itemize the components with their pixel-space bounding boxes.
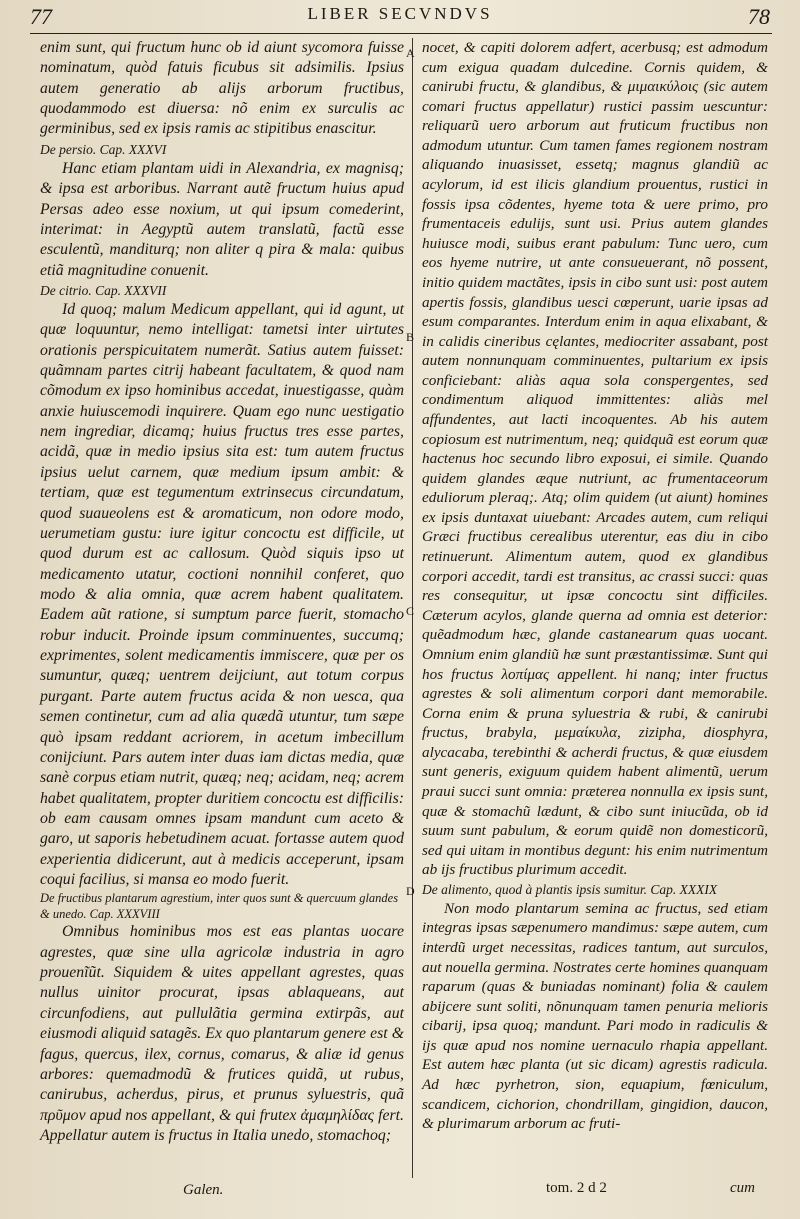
right-column [422,38,768,1134]
margin-gutter [404,38,420,1198]
left-paragraph-3: Id quoq; malum Medicum appellant, qui id agunt, ut quæ loquuntur, nemo intelligat: tametsi inter uirtutes orationis perspicuitatem numerãt. Satius autem fuisset: quãmnam partes citrij habeant facultatem, & quod nam cõmodum ex ipso hominibus accedat, inuestigasse, quàm anxie huiuscemodi inquirere. Quam ego nunc uestigatio nem ingrediar, dicamq; huius fructus tres esse partes, acidã, quæ in medio ipsius sita est: tum autem fructus ipsius uelut carnem, quæ medium ipsum ambit: & tertiam, quæ est tegumentum extrinsecus circundatum, quod suaueolens est & aromaticum, non odore modo, uerumetiam gustu: iure igitur concoctu est difficile, ut quod durum est ac callosum. Quòd siquis ipso ut medicamento utatur, coctioni nonnihil conferet, quo modo & alia omnia, quæ acrem habent qualitatem. Eadem aũt ratione, si sumptum parce fuerit, stomacho robur inducit. Proinde ipsum comminuentes, succumq; exprimentes, solent medicamentis immiscere, quæ per os sumuntur, quæq; uentrem deijciunt, aut totum corpus purgant. Parte autem fructus acida & non uesca, qua semen continetur, cum ad alia quædã utuntur, tum sæpe quò ipsam reddant acriorem, in acetum imbecillum conijciunt. Pars autem inter duas iam dictas media, quæ sanè corpus etiam nutrit, quæq; neq; acidam, neq; acrem habet qualitatem, propter duritiem concoctu est difficilis: ob eam causam omnes ipsam mandunt cum aceto & garo, ut saporis hebetudinem acuat. fortasse autem quod experientia didicerunt, aut à medicis acceperunt, ipsam coqui facilius, si mansa eo modo fuerit. [40,300,404,889]
running-title: LIBER SECVNDVS [307,4,493,23]
left-column [40,38,404,1146]
catchword-left: Galen. [183,1182,224,1198]
chapter-heading-36: De persio. Cap. XXXVI [40,141,167,157]
right-paragraph-2: Non modo plantarum semina ac fructus, sed etiam integras ipsas sæpenumero mandimus: sæpe autem, cum interdũ urget necessitas, radices tantum, aut surculos, aut nouella germina. Nostrates certe homines quanquam raparum (quas & buniadas nominant) folia & caulem abijcere sunt soliti, nõnunquam tamen penuria melioris cibarij, ipsa quoq; mandunt. Pari modo in radiculis & ijs quæ apud nos nomine uernaculo rhapia appellant. Est autem hæc planta (ut sic dicam) agrestis radicula. Ad hæc pyrhetron, sion, equapium, fœniculum, scandicem, cichorion, chondrillam, gingidion, daucon, & plurimarum arborum ac fruti- [422,899,768,1133]
right-paragraph-1: nocet, & capiti dolorem adfert, acerbusq; est admodum cum exigua quadam dulcedine. Cornis quidem, & canirubi fructu, & glandibus, & μιμαικύλοις (sic autem comari fructus appellatur) rustici passim uescuntur: reliquarũ uero arborum aut fruticum fructibus non admodum utuntur. Cum tamen fames regionem nostram aliquando inuasisset, essetq; magnus glandiũ ac acylorum, id est ilicis glandium prouentus, rustici in fossis ipsa cõdentes, hyeme tota & uere primo, pro frumentaceis edulijs, sunt usi. Prius autem glandes huiusce modi, suibus erant pabulum: Tunc uero, cum eos hyeme nutrire, ut ante consueuerant, nõ possent, initio quidem mactãtes, ipsis in cibo sunt usi: post autem apertis fossis, glandibus uesci cœperunt, uarie ipsas ad esum comparantes. Interdum enim in aqua elixabant, & in calidis cineribus cęlantes, mediocriter assabant, post autem nonnunquam comminuentes, pultarium ex ipsis conficiebant: aliàs aqua sola conspergentes, sed condimentum aliquod immittentes: aliàs mel affundentes, aut lacti incoquentes. Ab his autem copiosum est nutrimentum, neq; quidquã est eorum quæ hactenus hoc secundo libro exposui, ei simile. Quando quidem glandes æque nutriunt, ac frumentaceorum eduliorum pleraq;. Atq; olim quidem (ut aiunt) homines ex ipsis duntaxat uiuebant: Arcades autem, cum reliqui Græci fructibus cerealibus uterentur, eas diu in cibo retinuerunt. Alimentum autem, quod ex glandibus corpori accedit, tardi est transitus, ac crassi succi: quas res consequitur, ut ipsæ concoctu sint difficiles. Cæterum acylos, glande querna ad omnia est deterior: quẽadmodum hæc, glande castanearum quas uocant. Omnium enim glandiũ hæ sunt præstantissimæ. Sunt qui hos fructus λοπίμας appellent. hi nanq; inter fructus agrestes & soli alimentum corpori dant memorabile. Corna enim & pruna syluestria & rubi, & canirubi fructus, brabyla, μεμαίκυλα, zizipha, diosphyra, alycacaba, terebinthi & acherdi fructus, & quæ eiusdem sunt generis, exiguum quidem habent alimentũ, uerum praui succi sunt omnia: præterea nonnulla ex ipsis sunt, quæ & stomachũ lædunt, & cibo sunt iniucũda, ob id suum sunt pabulum, & eorum quidẽ non domesticorũ, sed qui uitam in montibus degunt: his enim nutrimentum ab ijs fructibus plurimum accedit. [422,39,768,879]
page-number-left: 77 [30,4,52,29]
margin-letter-c: C [406,604,415,618]
page-footer [0,1180,800,1219]
page-number-right: 78 [748,4,770,29]
chapter-heading-39: De alimento, quod à plantis ipsis sumitur. Cap. XXXIX [422,881,718,897]
left-paragraph-1: enim sunt, qui fructum hunc ob id aiunt sycomora fuisse nominatum, quòd fatuis ficubus sit adsimilis. Ipsius autem generatio ab alijs arborum fructibus, quodammodo est diuersa: nõ enim ex surculis ac germinibus, sed ex ipsis ramis ac stipitibus enascitur. [40,39,404,138]
margin-letter-d: D [406,884,415,898]
page-header [0,0,800,40]
header-rule [30,33,772,34]
signature-mark: tom. 2 d 2 [546,1180,607,1196]
margin-letter-b: B [406,330,415,344]
chapter-heading-37: De citrio. Cap. XXXVII [40,282,167,298]
chapter-heading-38: De fructibus plantarum agrestium, inter quos sunt & quercuum glandes & unedo. Cap. XXXVIII [40,891,399,922]
left-paragraph-2: Hanc etiam plantam uidi in Alexandria, ex magnisq; & ipsa est arboribus. Narrant autẽ fructum huius apud Persas adeo esse noxium, ut qui ipsum comederint, interimat: in Aegyptũ autem translatũ, factũ esse esculentũ, manditurq; non aliter q pira & mala: quibus etiã magnitudine conuenit. [40,159,404,279]
catchword-right: cum [730,1180,755,1196]
left-paragraph-4: Omnibus hominibus mos est eas plantas uocare agrestes, quæ sine ulla agricolæ industria in agro prouenĩũt. Siquidem & uites appellant agrestes, quas nullus uinitor procurat, ipsas ablaqueans, aut circunfodiens, aut pullulãtia germina extirpãs, aut eiusmodi aliquid satagẽs. Ex quo plantarum genere est & fagus, quercus, ilex, cornus, comarus, & aliæ id genus arbores: quemadmodũ & frutices quidã, ut rubus, canirubus, acherdus, pirus, et prunus syluestris, quã πρῦμον apud nos appellant, & qui frutex ἀμαμηλίδας fert. Appellatur autem is fructus in Italia unedo, stomachoq; [40,923,404,1144]
margin-letter-a: A [406,46,415,60]
